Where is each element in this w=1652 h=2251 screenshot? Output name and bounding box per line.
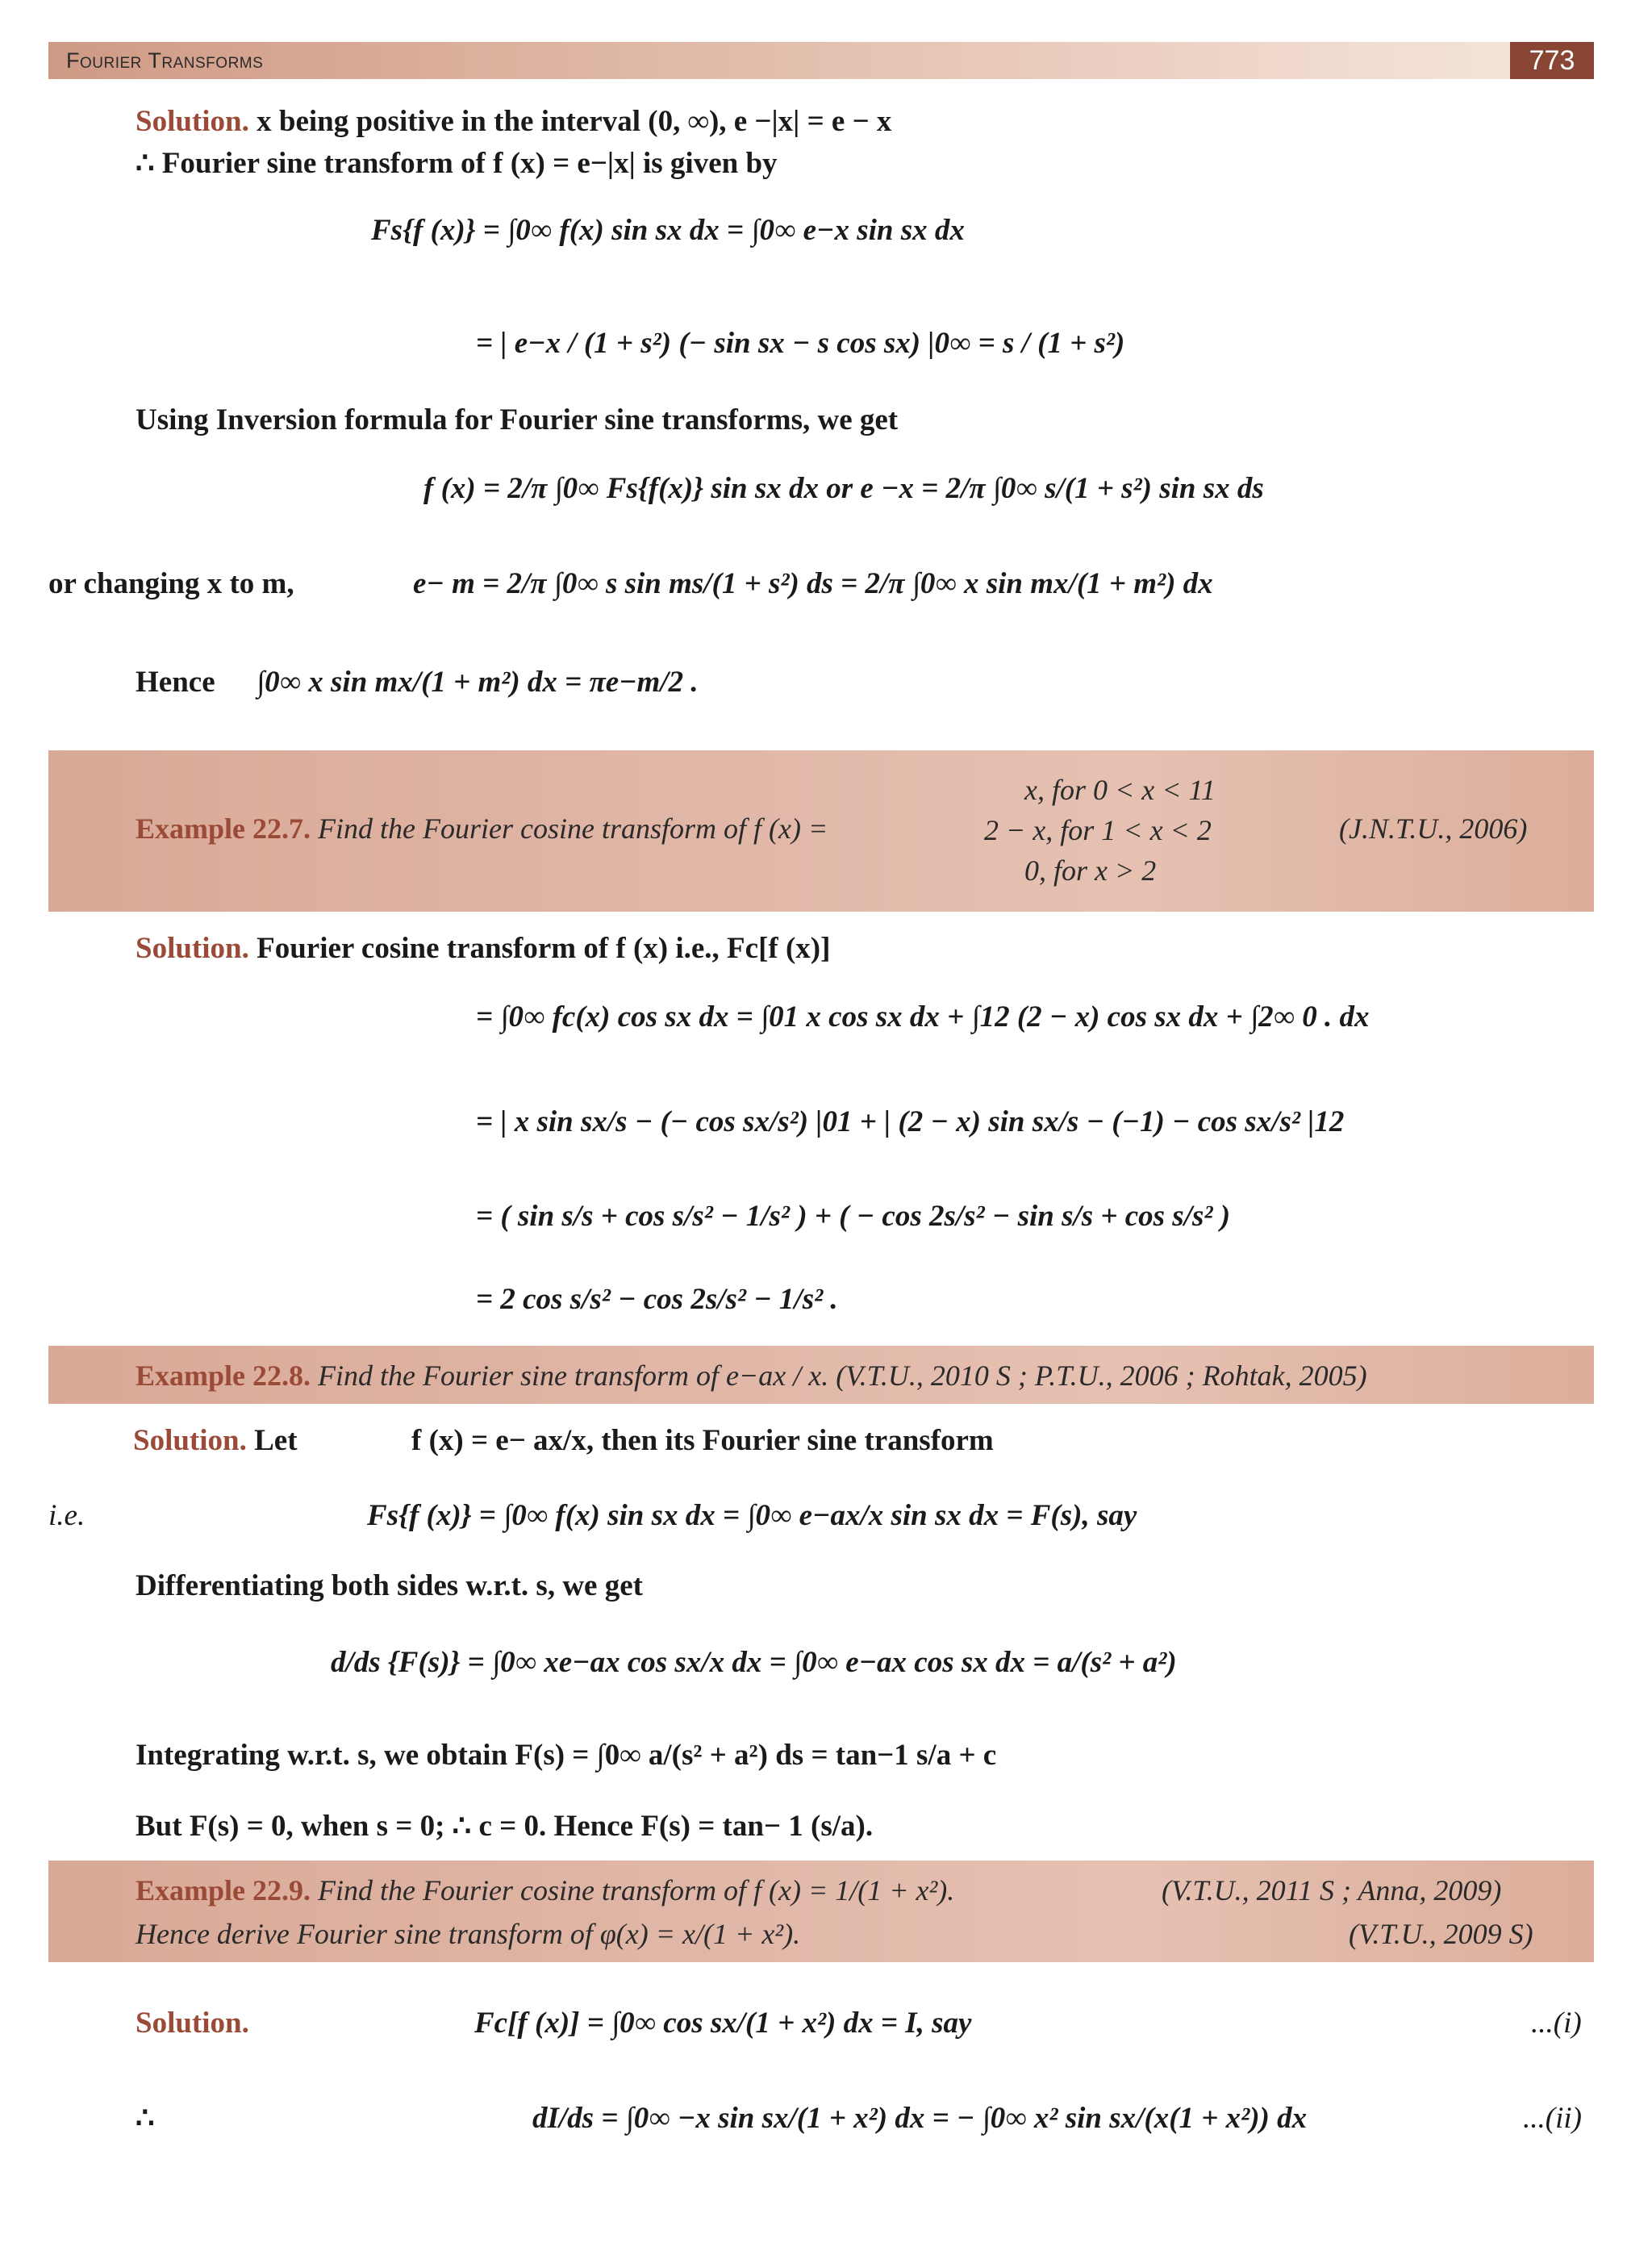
solution-text: Fourier cosine transform of f (x) i.e., Fc[f (x)] [257, 932, 831, 965]
solution-text: x being positive in the interval (0, ∞), e −|x| = e − x [257, 105, 892, 138]
text-line: f (x) = e− ax/x, then its Fourier sine transform [411, 1424, 994, 1457]
piecewise-case: 0, for x > 2 [1024, 854, 1157, 887]
example-box [48, 1861, 1594, 1962]
equation: Fs{f (x)} = ∫0∞ f(x) sin sx dx = ∫0∞ e−ax/x sin sx dx = F(s), say [367, 1499, 1137, 1532]
text-line: ∴ Fourier sine transform of f (x) = e−|x| is given by [136, 147, 778, 180]
solution-line [136, 105, 891, 140]
example-label: Example 22.8. [136, 1359, 311, 1392]
equation: dI/ds = ∫0∞ −x sin sx/(1 + x²) dx = − ∫0∞ x² sin sx/(x(1 + x²)) dx [532, 2102, 1308, 2135]
example-box [48, 1346, 1594, 1404]
equation: = | x sin sx/s − (− cos sx/s²) |01 + | (2 − x) sin sx/s − (−1) − cos sx/s² |12 [476, 1105, 1345, 1138]
piecewise-case: 2 − x, for 1 < x < 2 [984, 814, 1212, 846]
equation: = ∫0∞ fc(x) cos sx dx = ∫01 x cos sx dx + ∫12 (2 − x) cos sx dx + ∫2∞ 0 . dx [476, 1000, 1370, 1034]
solution-line [136, 2007, 249, 2041]
solution-line [136, 932, 830, 967]
example-box [48, 750, 1594, 912]
text-line: i.e. [48, 1499, 86, 1532]
example-text: Find the Fourier sine transform of e−ax / x. [318, 1359, 829, 1392]
example-label: Example 22.9. [136, 1874, 311, 1906]
equation: Fs{f (x)} = ∫0∞ f(x) sin sx dx = ∫0∞ e−x sin sx dx [371, 214, 965, 247]
text-line: But F(s) = 0, when s = 0; ∴ c = 0. Hence F(s) = tan− 1 (s/a). [136, 1810, 874, 1843]
text-line: Differentiating both sides w.r.t. s, we get [136, 1569, 643, 1602]
equation: = | e−x / (1 + s²) (− sin sx − s cos sx) |0∞ = s / (1 + s²) [476, 327, 1125, 360]
solution-line [133, 1424, 298, 1459]
solution-label: Solution. [133, 1424, 247, 1457]
text-line: Using Inversion formula for Fourier sine transforms, we get [136, 403, 899, 436]
equation: d/ds {F(s)} = ∫0∞ xe−ax cos sx/x dx = ∫0∞ e−ax cos sx dx = a/(s² + a²) [331, 1646, 1177, 1679]
equation: e− m = 2/π ∫0∞ s sin ms/(1 + s²) ds = 2/π ∫0∞ x sin mx/(1 + m²) dx [413, 567, 1213, 600]
therefore-symbol: ∴ [136, 2102, 155, 2135]
example-text: Find the Fourier cosine transform of f (x) = [318, 812, 828, 845]
piecewise-case: x, for 0 < x < 11 [1024, 774, 1216, 806]
page-number: 773 [1510, 42, 1594, 79]
equation-tag: ...(ii) [1523, 2102, 1582, 2135]
text-line: Hence [136, 666, 215, 699]
running-header [48, 42, 1594, 79]
text-line: Integrating w.r.t. s, we obtain F(s) = ∫0∞ a/(s² + a²) ds = tan−1 s/a + c [136, 1739, 997, 1772]
example-text: Find the Fourier cosine transform of f (x) = 1/(1 + x²). [318, 1874, 955, 1906]
text-line: or changing x to m, [48, 567, 294, 600]
example-statement [136, 812, 828, 846]
section-title: Fourier Transforms [66, 48, 264, 73]
example-text: Hence derive Fourier sine transform of φ(x) = x/(1 + x²). [136, 1918, 801, 1950]
equation-tag: ...(i) [1531, 2007, 1582, 2040]
equation: ∫0∞ x sin mx/(1 + m²) dx = πe−m/2 . [257, 666, 699, 699]
reference: (J.N.T.U., 2006) [1339, 812, 1528, 845]
equation: = ( sin s/s + cos s/s² − 1/s² ) + ( − cos 2s/s² − sin s/s + cos s/s² ) [476, 1200, 1231, 1233]
equation: Fc[f (x)] = ∫0∞ cos sx/(1 + x²) dx = I, say [474, 2007, 972, 2040]
solution-text: Let [254, 1424, 298, 1457]
equation: f (x) = 2/π ∫0∞ Fs{f(x)} sin sx dx or e −x = 2/π ∫0∞ s/(1 + s²) sin sx ds [423, 472, 1264, 505]
example-label: Example 22.7. [136, 812, 311, 845]
solution-label: Solution. [136, 105, 249, 138]
example-statement [136, 1359, 1367, 1393]
reference: (V.T.U., 2011 S ; Anna, 2009) [1162, 1874, 1502, 1906]
reference: (V.T.U., 2009 S) [1349, 1918, 1533, 1950]
reference: (V.T.U., 2010 S ; P.T.U., 2006 ; Rohtak, 2005) [836, 1359, 1367, 1392]
solution-label: Solution. [136, 2007, 249, 2040]
equation: = 2 cos s/s² − cos 2s/s² − 1/s² . [476, 1283, 838, 1316]
solution-label: Solution. [136, 932, 249, 965]
example-statement [136, 1873, 954, 1907]
